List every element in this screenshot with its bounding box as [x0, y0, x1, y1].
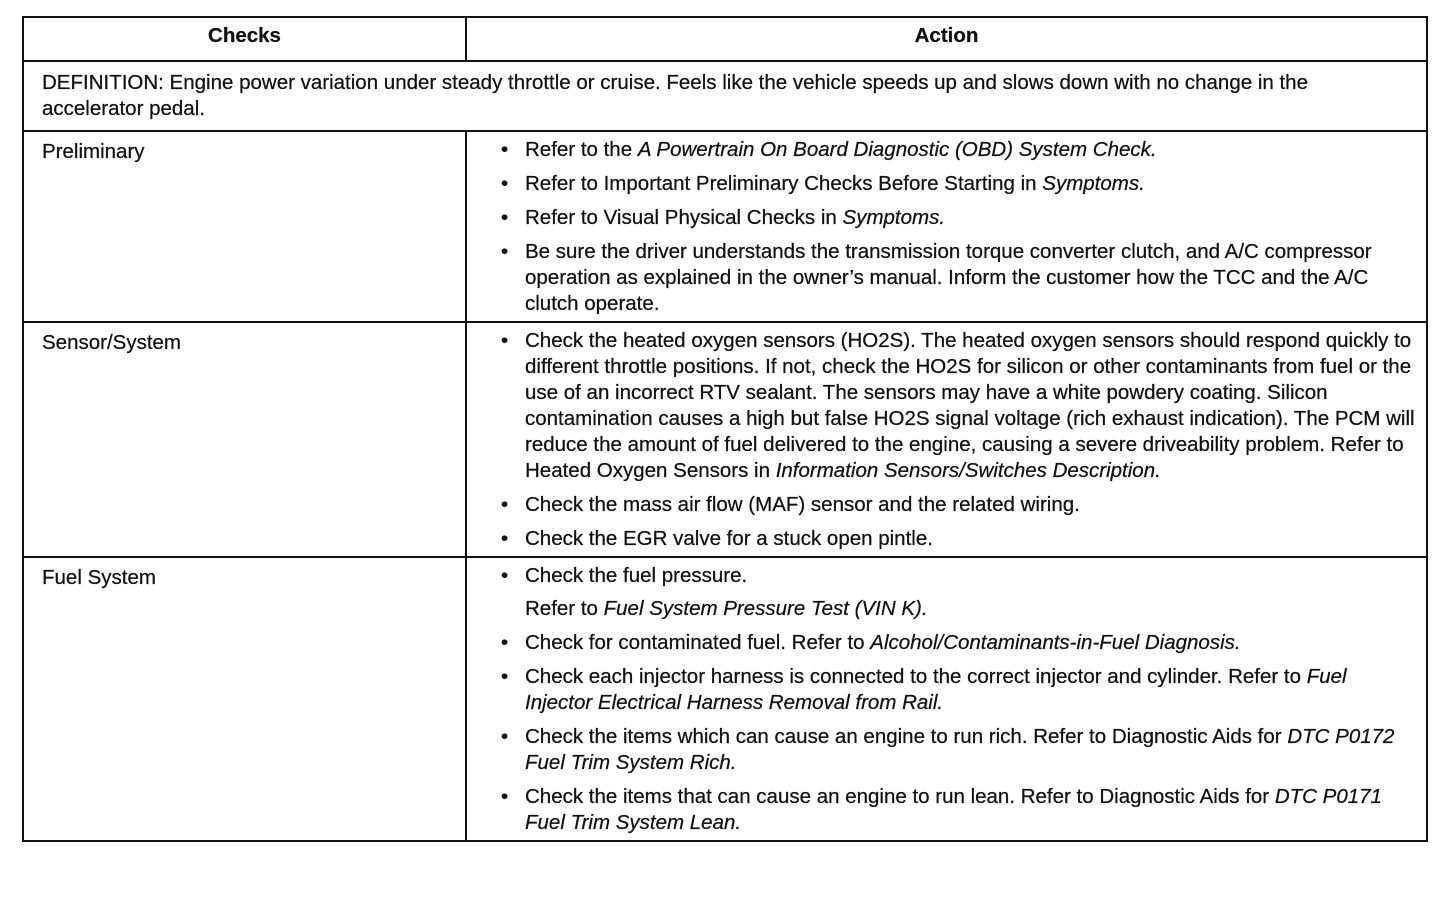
action-reference: Symptoms.	[1042, 172, 1145, 195]
check-label: Preliminary	[23, 131, 466, 322]
action-reference: Symptoms.	[842, 206, 946, 229]
action-text: Check for contaminated fuel. Refer to	[525, 631, 871, 654]
bullet-icon: •	[501, 329, 509, 352]
action-list	[501, 563, 1418, 836]
action-cell	[466, 557, 1427, 841]
action-item	[501, 526, 1418, 552]
action-text: Check the heated oxygen sensors (HO2S). The heated oxygen sensors should respond quickly to different throttle positions. If not, check the HO2S for silicon or other contaminants from fuel or the use of an incorrect RTV sealant. The sensors may have a white powdery coating. Silicon contamination causes a high but false HO2S signal voltage (rich exhaust indication). The PCM will reduce the amount of fuel delivered to the engine, causing a severe driveability problem. Refer to Heated Oxygen Sensors in	[525, 329, 1415, 482]
header-row	[23, 17, 1427, 61]
action-reference: Fuel Injector Electrical Harness Removal from Rail.	[525, 665, 1347, 714]
bullet-icon: •	[501, 172, 509, 195]
action-text: Check each injector harness is connected to the correct injector and cylinder. Refer to	[525, 665, 1307, 688]
action-list	[501, 137, 1418, 317]
action-item	[501, 724, 1418, 776]
action-list	[501, 328, 1418, 552]
action-reference: DTC P0171 Fuel Trim System Lean.	[525, 785, 1382, 834]
action-reference: DTC P0172 Fuel Trim System Rich.	[525, 725, 1395, 774]
action-item	[501, 630, 1418, 656]
action-text: Check the fuel pressure.	[525, 564, 748, 587]
action-reference: Alcohol/Contaminants-in-Fuel Diagnosis.	[870, 631, 1241, 654]
bullet-icon: •	[501, 665, 509, 688]
bullet-icon: •	[501, 527, 509, 550]
action-item	[501, 784, 1418, 836]
action-reference: A Powertrain On Board Diagnostic (OBD) System Check.	[637, 138, 1157, 161]
bullet-icon: •	[501, 564, 509, 587]
action-item	[501, 171, 1418, 197]
check-label: Sensor/System	[23, 322, 466, 557]
action-text: Be sure the driver understands the transmission torque converter clutch, and A/C compressor operation as explained in the owner’s manual. Inform the customer how the TCC and the A/C clutch operate.	[525, 240, 1372, 315]
diagnostic-table	[22, 16, 1428, 842]
action-cell	[466, 322, 1427, 557]
action-item	[501, 205, 1418, 231]
action-item	[501, 137, 1418, 163]
action-item	[501, 563, 1418, 589]
table-row-preliminary	[23, 131, 1427, 322]
check-label: Fuel System	[23, 557, 466, 841]
action-item	[501, 492, 1418, 518]
bullet-icon: •	[501, 785, 509, 808]
action-text: Check the items that can cause an engine to run lean. Refer to Diagnostic Aids for	[525, 785, 1275, 808]
action-text: Check the mass air flow (MAF) sensor and the related wiring.	[525, 493, 1080, 516]
action-reference: Fuel System Pressure Test (VIN K).	[603, 597, 928, 620]
bullet-icon: •	[501, 240, 509, 263]
action-item	[501, 596, 1418, 622]
action-item	[501, 239, 1418, 317]
action-text: Refer to	[525, 597, 604, 620]
table-row-fuel-system	[23, 557, 1427, 841]
action-text: Refer to the	[525, 138, 638, 161]
header-checks: Checks	[23, 17, 466, 61]
action-text: Check the items which can cause an engine to run rich. Refer to Diagnostic Aids for	[525, 725, 1288, 748]
action-reference: Information Sensors/Switches Description.	[775, 459, 1161, 482]
action-text: Refer to Important Preliminary Checks Before Starting in	[525, 172, 1043, 195]
action-item	[501, 664, 1418, 716]
bullet-icon: •	[501, 725, 509, 748]
header-action: Action	[466, 17, 1427, 61]
definition-row	[23, 61, 1427, 131]
action-text: Check the EGR valve for a stuck open pintle.	[525, 527, 933, 550]
action-cell	[466, 131, 1427, 322]
bullet-icon: •	[501, 206, 509, 229]
action-text: Refer to Visual Physical Checks in	[525, 206, 843, 229]
bullet-icon: •	[501, 493, 509, 516]
definition-text: DEFINITION: Engine power variation under steady throttle or cruise. Feels like the vehicle speeds up and slows down with no change in the accelerator pedal.	[23, 61, 1427, 131]
table-row-sensor-system	[23, 322, 1427, 557]
bullet-icon: •	[501, 631, 509, 654]
action-item	[501, 328, 1418, 484]
bullet-icon: •	[501, 138, 509, 161]
